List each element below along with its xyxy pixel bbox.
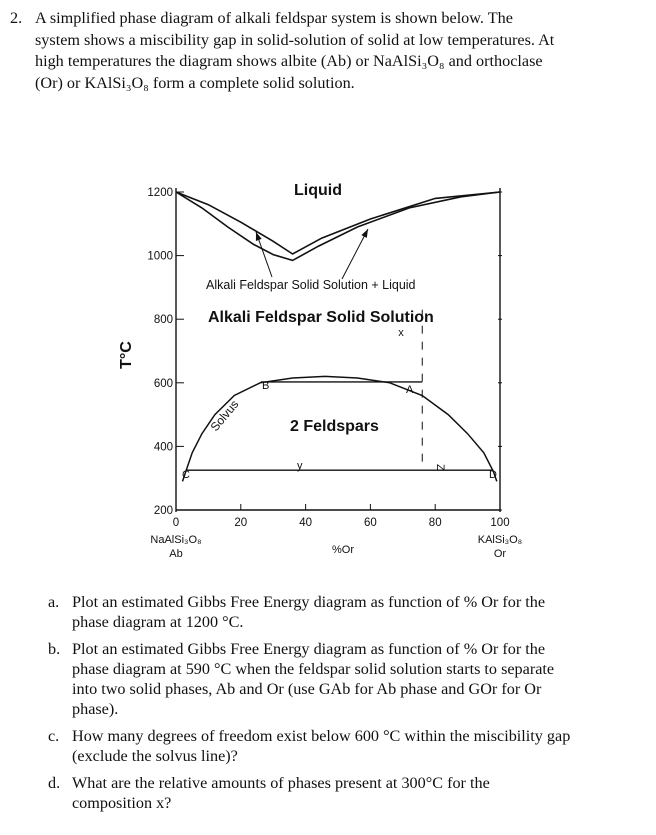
x-right-formula: KAlSi₃O₈ (477, 534, 523, 546)
x-left-abbrev: Ab (169, 548, 183, 560)
region-labels (182, 182, 497, 481)
y-axis-title: T°C (118, 341, 135, 369)
point-y-label: y (297, 460, 303, 472)
x-tick-label-60: 60 (364, 517, 377, 529)
part-a-line-1: Plot an estimated Gibbs Free Energy diagram as function of % Or for the (72, 593, 546, 611)
x-left-formula: NaAlSi₃O₈ (150, 534, 202, 546)
y-tick-label-200: 200 (153, 505, 173, 517)
intro-line-1: A simplified phase diagram of alkali feldspar system is shown below. The (35, 9, 513, 27)
point-d-label: D (489, 469, 497, 481)
curves (176, 192, 500, 481)
liquidus-curve (176, 192, 500, 254)
y-tick-label-800: 800 (153, 314, 173, 327)
point-b-label: B (262, 380, 270, 392)
part-c-line-1: How many degrees of freedom exist below 600 °C within the miscibility gap (72, 727, 571, 745)
y-tick-label-1200: 1200 (147, 187, 173, 199)
intro-line-4: (Or) or KAlSi₃O₈ form a complete solid solution. (35, 73, 355, 92)
part-d (48, 773, 638, 813)
y-tick-label-600: 600 (153, 377, 173, 390)
solvus-label: Solvus (207, 397, 242, 434)
part-b-line-1: Plot an estimated Gibbs Free Energy diagram as function of % Or for the (72, 640, 546, 658)
x-tick-label-100: 100 (490, 517, 510, 529)
two-feldspars-label: 2 Feldspars (290, 418, 379, 435)
part-a-label: a. (48, 593, 60, 611)
part-d-label: d. (48, 774, 61, 792)
x-tick-label-0: 0 (172, 517, 180, 529)
part-b-line-3: into two solid phases, Ab and Or (use GAb for Ab phase and GOr for Or (72, 680, 542, 698)
part-c-line-2: (exclude the solvus line)? (72, 747, 238, 765)
x-tick-label-40: 40 (299, 517, 312, 529)
part-c-label: c. (48, 727, 60, 745)
x-right-abbrev: Or (493, 548, 507, 560)
y-tick-label-1000: 1000 (147, 250, 173, 263)
question-number: 2. (10, 9, 23, 27)
intro-line-3: high temperatures the diagram shows albite (Ab) or NaAlSi₃O₈ and orthoclase (35, 52, 543, 70)
arrow-right-head (361, 229, 368, 238)
x-tick-label-20: 20 (234, 517, 248, 529)
x-axis-title: %Or (332, 544, 354, 556)
part-b-line-2: phase diagram at 590 °C when the feldspar solid solution starts to separate (72, 660, 555, 678)
intro-line-2: system shows a miscibility gap in solid-solution of solid at low temperatures. At (35, 30, 555, 49)
question-parts (48, 592, 638, 820)
solid-solution-label: Alkali Feldspar Solid Solution (208, 309, 434, 326)
part-d-line-1: What are the relative amounts of phases present at 300°C for the (72, 774, 490, 792)
axes (147, 187, 509, 529)
part-c (48, 726, 638, 766)
solidus-curve (176, 192, 500, 260)
point-a-label: A (406, 384, 414, 396)
two-phase-label: Alkali Feldspar Solid Solution + Liquid (206, 278, 416, 292)
point-c-label: C (182, 469, 190, 481)
point-z-label: Z (434, 464, 446, 471)
part-a (48, 592, 638, 632)
part-b-label: b. (48, 640, 61, 658)
point-x-label: x (398, 327, 404, 339)
liquid-label: Liquid (294, 182, 342, 199)
part-b (48, 639, 638, 719)
part-b-line-4: phase). (72, 700, 119, 718)
part-d-line-2: composition x? (72, 794, 172, 812)
y-tick-label-400: 400 (153, 441, 173, 454)
x-tick-label-80: 80 (428, 517, 442, 529)
part-a-line-2: phase diagram at 1200 °C. (72, 613, 244, 631)
